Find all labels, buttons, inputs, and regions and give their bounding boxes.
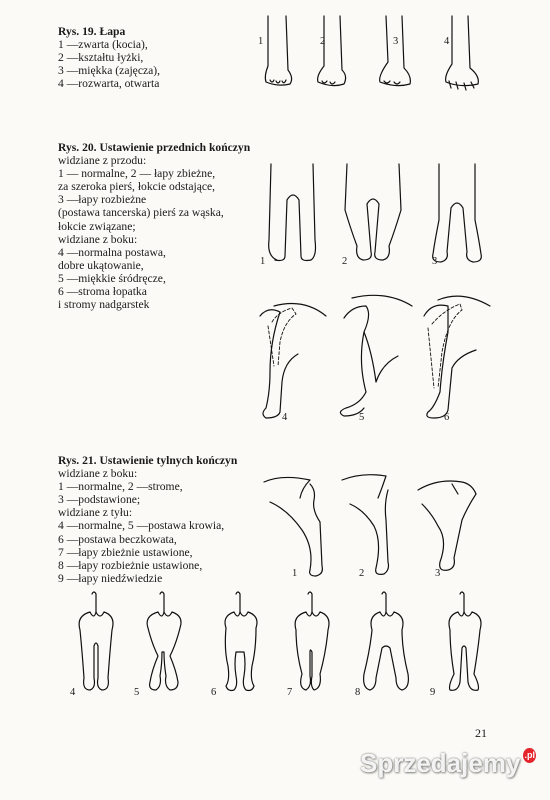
fig20-label: 4 [282,412,288,423]
fig20-line: widziane z przodu: [58,154,147,168]
fig21-label: 5 [134,687,140,698]
fig21-side-view-drawings [262,470,492,580]
fig20-line: 6 —stroma łopatka [58,285,147,299]
fig21-rear-view-drawings [70,590,490,705]
fig19-line: 1 —zwarta (kocia), [58,38,148,52]
fig20-label: 6 [444,412,450,423]
fig19-label: 2 [320,36,326,47]
fig21-label: 7 [287,687,293,698]
fig21-line: 8 —łapy rozbieżnie ustawione, [58,558,203,572]
fig20-front-view-drawings [255,160,495,275]
fig21-label: 3 [435,568,441,579]
fig20-label: 2 [342,256,348,267]
fig21-line: widziane z boku: [58,467,138,481]
fig20-label: 3 [432,256,438,267]
fig19-line: 4 —rozwarta, otwarta [58,77,160,91]
fig21-line: 6 —postawa beczkowata, [58,532,177,546]
fig19-label: 4 [444,36,450,47]
fig20-line: za szeroka pierś, łokcie odstające, [58,180,216,194]
fig19-label: 3 [393,36,399,47]
fig20-line: (postawa tancerska) pierś za wąska, [58,206,224,220]
fig21-label: 8 [355,687,361,698]
fig19-paw-drawings [256,14,496,94]
fig19-line: 2 —kształtu łyżki, [58,51,144,65]
fig20-side-view-drawings [248,292,498,432]
fig20-line: 1 — normalne, 2 — łapy zbieżne, [58,167,216,181]
fig21-title: Rys. 21. Ustawienie tylnych kończyn [58,454,238,467]
fig21-label: 6 [211,687,217,698]
fig20-label: 5 [359,412,365,423]
fig21-line: 9 —łapy niedźwiedzie [58,571,163,585]
fig21-label: 4 [70,687,76,698]
fig20-line: 4 —normalna postawa, [58,245,166,259]
fig21-line: 1 —normalne, 2 —strome, [58,480,183,494]
fig20-line: widziane z boku: [58,232,138,246]
fig21-caption [58,454,237,585]
fig20-line: 3 —łapy rozbieżne [58,193,147,207]
fig20-title: Rys. 20. Ustawienie przednich kończyn [58,141,251,154]
fig20-caption [58,141,250,311]
fig19-caption [58,25,160,90]
watermark-text: Sprzedajemy [360,747,521,778]
site-watermark [360,740,536,786]
fig19-label: 1 [258,36,264,47]
fig20-label: 1 [260,256,266,267]
fig21-label: 1 [292,568,298,579]
page-number: 21 [475,726,487,740]
fig19-title: Rys. 19. Łapa [58,25,126,38]
fig20-line: dobre ukątowanie, [58,258,144,272]
fig21-line: 4 —normalne, 5 —postawa krowia, [58,519,225,533]
fig21-line: widziane z tyłu: [58,506,133,520]
fig19-line: 3 —miękka (zajęcza), [58,64,161,78]
fig21-label: 9 [430,687,436,698]
fig21-line: 7 —łapy zbieżnie ustawione, [58,545,193,559]
watermark-badge: .pl [523,748,536,763]
fig21-label: 2 [359,568,365,579]
fig20-line: łokcie związane; [58,219,136,233]
fig21-line: 3 —podstawione; [58,493,141,507]
fig20-line: 5 —miękkie śródręcze, [58,271,166,285]
fig20-line: i stromy nadgarstek [58,298,150,312]
